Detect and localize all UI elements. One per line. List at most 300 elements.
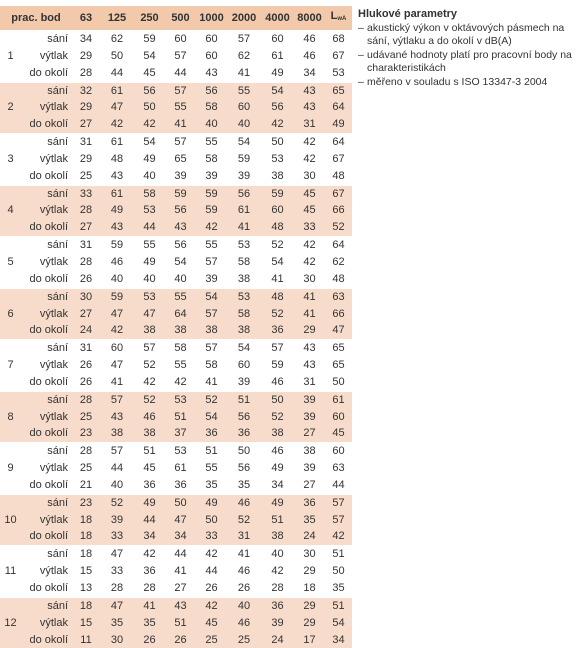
table-row: [0, 254, 352, 271]
table-row: [0, 134, 352, 151]
value-cell: 44: [110, 462, 124, 475]
value-cell: 56: [134, 82, 165, 99]
value-cell: 57: [261, 340, 294, 357]
value-cell: 41: [294, 288, 325, 305]
lwa-cell: 45: [325, 425, 352, 442]
value-cell: 13: [79, 582, 93, 594]
table-row: [0, 460, 352, 477]
value-cell: 52: [227, 512, 261, 529]
value-cell: 54: [174, 255, 187, 268]
value-cell: 57: [100, 391, 134, 408]
row-type-label: sání: [21, 288, 72, 305]
value-cell: 55: [227, 82, 261, 99]
note-item: – udávané hodnoty platí pro pracovní body na charakteristikách: [358, 49, 573, 75]
value-cell: 36: [261, 322, 294, 339]
value-cell: 46: [227, 494, 261, 511]
table-row: [0, 580, 352, 597]
value-cell: 28: [72, 391, 100, 408]
table-row: [0, 357, 352, 374]
row-type-label: sání: [21, 391, 72, 408]
value-cell: 24: [261, 632, 294, 648]
value-cell: 41: [174, 565, 187, 578]
value-cell: 25: [196, 632, 227, 648]
value-cell: 46: [134, 409, 165, 426]
notes-panel: [358, 8, 573, 90]
value-cell: 49: [143, 255, 156, 268]
value-cell: 42: [196, 597, 227, 614]
value-cell: 45: [143, 462, 156, 475]
table-row: [0, 374, 352, 391]
value-cell: 41: [205, 375, 218, 388]
value-cell: 31: [227, 528, 261, 545]
value-cell: 18: [72, 597, 100, 614]
row-type-label: výtlak: [39, 565, 68, 578]
value-cell: 39: [294, 409, 325, 426]
value-cell: 41: [110, 375, 124, 388]
value-cell: 56: [196, 82, 227, 99]
value-cell: 29: [303, 565, 316, 578]
value-cell: 53: [134, 288, 165, 305]
value-cell: 52: [143, 359, 156, 372]
value-cell: 35: [134, 615, 165, 632]
table-row: [0, 271, 352, 288]
value-cell: 42: [134, 116, 165, 133]
row-type-label: výtlak: [21, 99, 72, 116]
value-cell: 49: [196, 494, 227, 511]
value-cell: 38: [134, 425, 165, 442]
value-cell: 42: [196, 546, 227, 563]
value-cell: 48: [261, 288, 294, 305]
value-cell: 23: [72, 494, 100, 511]
bod-number: [0, 288, 21, 305]
lwa-cell: 68: [325, 31, 352, 48]
bod-number: [0, 425, 21, 442]
value-cell: 61: [227, 202, 261, 219]
value-cell: 33: [72, 185, 100, 202]
value-cell: 40: [227, 116, 261, 133]
row-type-label: do okolí: [21, 528, 72, 545]
value-cell: 51: [134, 443, 165, 460]
lwa-cell: 48: [332, 169, 345, 182]
value-cell: 25: [79, 169, 93, 182]
table-row: [0, 219, 352, 236]
value-cell: 33: [100, 528, 134, 545]
row-type-label: do okolí: [29, 375, 68, 388]
value-cell: 60: [100, 340, 134, 357]
header-freq-1000: 1000: [196, 6, 227, 31]
value-cell: 38: [196, 322, 227, 339]
value-cell: 36: [196, 425, 227, 442]
value-cell: 62: [237, 49, 251, 62]
value-cell: 35: [294, 512, 325, 529]
value-cell: 25: [79, 462, 93, 475]
row-type-label: do okolí: [21, 219, 72, 236]
value-cell: 58: [134, 185, 165, 202]
value-cell: 50: [196, 512, 227, 529]
value-cell: 51: [261, 512, 294, 529]
noise-table: [0, 6, 352, 648]
value-cell: 61: [174, 462, 187, 475]
row-type-label: sání: [21, 597, 72, 614]
row-type-label: do okolí: [21, 632, 72, 648]
value-cell: 49: [271, 462, 284, 475]
value-cell: 52: [261, 306, 294, 323]
bod-number: [0, 168, 21, 185]
value-cell: 39: [237, 375, 251, 388]
value-cell: 43: [205, 66, 218, 79]
bod-number: [0, 322, 21, 339]
value-cell: 42: [100, 322, 134, 339]
row-type-label: výtlak: [39, 359, 68, 372]
lwa-cell: 54: [325, 615, 352, 632]
bod-number: [0, 580, 21, 597]
value-cell: 34: [303, 66, 316, 79]
value-cell: 61: [100, 185, 134, 202]
row-type-label: sání: [21, 134, 72, 151]
lwa-cell: 52: [325, 219, 352, 236]
bod-number: [0, 340, 21, 357]
value-cell: 26: [205, 582, 218, 594]
header-freq-8000: 8000: [294, 6, 325, 31]
bod-number: 5: [7, 255, 14, 268]
row-type-label: výtlak: [21, 306, 72, 323]
bod-number: [0, 494, 21, 511]
table-row: [0, 202, 352, 219]
value-cell: 27: [72, 219, 100, 236]
value-cell: 61: [100, 134, 134, 151]
table-row: [0, 48, 352, 65]
value-cell: 35: [100, 615, 134, 632]
bod-number: [0, 237, 21, 254]
value-cell: 58: [205, 359, 218, 372]
value-cell: 45: [294, 202, 325, 219]
value-cell: 43: [294, 99, 325, 116]
value-cell: 57: [165, 134, 196, 151]
value-cell: 60: [237, 359, 251, 372]
row-type-label: do okolí: [21, 322, 72, 339]
value-cell: 52: [261, 237, 294, 254]
bod-number: 1: [7, 49, 14, 62]
value-cell: 53: [165, 443, 196, 460]
value-cell: 30: [72, 288, 100, 305]
bod-number: 11: [4, 565, 17, 578]
lwa-cell: 67: [332, 152, 345, 165]
value-cell: 34: [271, 478, 284, 491]
value-cell: 48: [261, 219, 294, 236]
bod-number: [0, 82, 21, 99]
lwa-cell: 67: [325, 185, 352, 202]
value-cell: 42: [143, 375, 156, 388]
value-cell: 26: [79, 375, 93, 388]
value-cell: 45: [143, 66, 156, 79]
table-row: [0, 409, 352, 426]
value-cell: 43: [294, 340, 325, 357]
value-cell: 59: [261, 185, 294, 202]
value-cell: 44: [174, 66, 187, 79]
value-cell: 38: [227, 322, 261, 339]
value-cell: 34: [165, 528, 196, 545]
lwa-cell: 49: [325, 116, 352, 133]
value-cell: 43: [303, 359, 316, 372]
value-cell: 45: [196, 615, 227, 632]
value-cell: 36: [143, 478, 156, 491]
lwa-cell: 67: [332, 49, 345, 62]
value-cell: 49: [261, 494, 294, 511]
value-cell: 47: [100, 546, 134, 563]
value-cell: 41: [237, 66, 251, 79]
value-cell: 44: [134, 512, 165, 529]
value-cell: 29: [79, 152, 93, 165]
value-cell: 25: [72, 409, 100, 426]
value-cell: 60: [261, 202, 294, 219]
value-cell: 28: [143, 582, 156, 594]
table-row: [0, 563, 352, 580]
lwa-cell: 62: [332, 255, 345, 268]
value-cell: 59: [165, 185, 196, 202]
value-cell: 11: [72, 632, 100, 648]
value-cell: 60: [205, 49, 218, 62]
value-cell: 31: [303, 375, 316, 388]
lwa-cell: 66: [325, 306, 352, 323]
value-cell: 40: [196, 116, 227, 133]
value-cell: 55: [165, 288, 196, 305]
value-cell: 53: [227, 237, 261, 254]
header-freq-125: 125: [100, 6, 134, 31]
value-cell: 46: [110, 255, 124, 268]
lwa-cell: 50: [332, 375, 345, 388]
header-freq-63: 63: [72, 6, 100, 31]
value-cell: 54: [196, 288, 227, 305]
table-row: [0, 31, 352, 48]
value-cell: 59: [196, 202, 227, 219]
value-cell: 55: [196, 237, 227, 254]
value-cell: 40: [174, 272, 187, 285]
row-type-label: výtlak: [39, 255, 68, 268]
value-cell: 27: [72, 116, 100, 133]
value-cell: 42: [303, 152, 316, 165]
table-row: [0, 65, 352, 82]
value-cell: 61: [271, 49, 284, 62]
notes-title: Hlukové parametry: [358, 8, 458, 20]
header-freq-4000: 4000: [261, 6, 294, 31]
value-cell: 30: [303, 272, 316, 285]
row-type-label: výtlak: [21, 512, 72, 529]
value-cell: 27: [303, 478, 316, 491]
value-cell: 43: [100, 409, 134, 426]
value-cell: 24: [72, 322, 100, 339]
value-cell: 38: [261, 425, 294, 442]
value-cell: 36: [227, 425, 261, 442]
value-cell: 55: [134, 237, 165, 254]
bod-number: [0, 219, 21, 236]
value-cell: 28: [79, 66, 93, 79]
value-cell: 36: [261, 597, 294, 614]
bod-number: 10: [0, 512, 21, 529]
value-cell: 35: [205, 478, 218, 491]
bod-number: 3: [7, 152, 14, 165]
value-cell: 40: [227, 597, 261, 614]
value-cell: 41: [271, 272, 284, 285]
value-cell: 46: [294, 31, 325, 48]
lwa-cell: 44: [332, 478, 345, 491]
header-freq-500: 500: [165, 6, 196, 31]
value-cell: 38: [134, 322, 165, 339]
header-lwa-sub: wA: [337, 16, 347, 22]
value-cell: 49: [143, 152, 156, 165]
row-type-label: sání: [21, 340, 72, 357]
bod-number: [0, 271, 21, 288]
row-type-label: do okolí: [29, 169, 68, 182]
value-cell: 56: [237, 462, 251, 475]
value-cell: 28: [72, 443, 100, 460]
value-cell: 52: [261, 409, 294, 426]
value-cell: 30: [294, 546, 325, 563]
value-cell: 58: [227, 306, 261, 323]
value-cell: 39: [261, 615, 294, 632]
table-row: [0, 546, 352, 563]
value-cell: 42: [174, 375, 187, 388]
row-type-label: do okolí: [29, 66, 68, 79]
lwa-cell: 34: [325, 632, 352, 648]
bod-number: 7: [7, 359, 14, 372]
row-type-label: výtlak: [21, 409, 72, 426]
value-cell: 29: [294, 615, 325, 632]
value-cell: 40: [143, 169, 156, 182]
value-cell: 31: [72, 237, 100, 254]
value-cell: 55: [196, 134, 227, 151]
value-cell: 26: [79, 272, 93, 285]
row-type-label: výtlak: [39, 152, 68, 165]
value-cell: 30: [100, 632, 134, 648]
value-cell: 33: [110, 565, 124, 578]
lwa-cell: 63: [332, 462, 345, 475]
value-cell: 41: [227, 546, 261, 563]
value-cell: 59: [134, 31, 165, 48]
value-cell: 42: [196, 219, 227, 236]
value-cell: 29: [72, 99, 100, 116]
lwa-cell: 65: [325, 82, 352, 99]
table-body: [0, 31, 352, 648]
table-row: [0, 151, 352, 168]
value-cell: 50: [134, 99, 165, 116]
value-cell: 57: [196, 306, 227, 323]
value-cell: 42: [261, 116, 294, 133]
table-row: [0, 322, 352, 339]
table-row: [0, 528, 352, 545]
value-cell: 47: [165, 512, 196, 529]
value-cell: 50: [261, 134, 294, 151]
value-cell: 49: [100, 202, 134, 219]
table-row: [0, 443, 352, 460]
value-cell: 55: [174, 359, 187, 372]
value-cell: 59: [100, 237, 134, 254]
value-cell: 49: [134, 494, 165, 511]
bod-number: [0, 116, 21, 133]
value-cell: 60: [196, 31, 227, 48]
table-row: [0, 477, 352, 494]
value-cell: 54: [261, 82, 294, 99]
lwa-cell: 35: [332, 582, 345, 594]
value-cell: 57: [134, 340, 165, 357]
lwa-cell: 53: [332, 66, 345, 79]
value-cell: 39: [100, 512, 134, 529]
value-cell: 15: [72, 615, 100, 632]
value-cell: 57: [196, 340, 227, 357]
lwa-cell: 51: [325, 597, 352, 614]
value-cell: 40: [143, 272, 156, 285]
header-freq-250: 250: [134, 6, 165, 31]
value-cell: 43: [110, 169, 124, 182]
value-cell: 44: [110, 66, 124, 79]
value-cell: 32: [72, 82, 100, 99]
value-cell: 38: [271, 169, 284, 182]
bod-number: [0, 185, 21, 202]
value-cell: 46: [237, 565, 251, 578]
row-type-label: do okolí: [29, 582, 68, 594]
value-cell: 34: [134, 528, 165, 545]
value-cell: 55: [165, 99, 196, 116]
header-lwa-main: L: [330, 10, 338, 22]
value-cell: 54: [227, 340, 261, 357]
table-header-row: [0, 6, 352, 31]
value-cell: 51: [196, 443, 227, 460]
value-cell: 58: [165, 340, 196, 357]
value-cell: 41: [134, 597, 165, 614]
value-cell: 27: [294, 425, 325, 442]
value-cell: 57: [174, 49, 187, 62]
value-cell: 57: [165, 82, 196, 99]
row-type-label: do okolí: [29, 272, 68, 285]
value-cell: 28: [72, 202, 100, 219]
table-row: [0, 425, 352, 442]
table-row: [0, 288, 352, 305]
value-cell: 59: [271, 359, 284, 372]
table-row: [0, 391, 352, 408]
value-cell: 60: [261, 31, 294, 48]
value-cell: 18: [72, 528, 100, 545]
value-cell: 45: [294, 185, 325, 202]
note-item: – měřeno v souladu s ISO 13347-3 2004: [358, 76, 573, 89]
value-cell: 56: [165, 237, 196, 254]
value-cell: 31: [294, 116, 325, 133]
value-cell: 40: [110, 272, 124, 285]
value-cell: 37: [165, 425, 196, 442]
value-cell: 40: [110, 478, 124, 491]
value-cell: 41: [165, 116, 196, 133]
value-cell: 38: [294, 443, 325, 460]
value-cell: 59: [100, 288, 134, 305]
value-cell: 60: [165, 31, 196, 48]
row-type-label: sání: [21, 31, 72, 48]
value-cell: 39: [174, 169, 187, 182]
value-cell: 27: [174, 582, 187, 594]
bod-number: [0, 31, 21, 48]
value-cell: 44: [165, 546, 196, 563]
value-cell: 43: [165, 597, 196, 614]
value-cell: 28: [271, 582, 284, 594]
bod-number: 9: [7, 462, 14, 475]
value-cell: 26: [79, 359, 93, 372]
value-cell: 60: [227, 99, 261, 116]
value-cell: 18: [303, 582, 316, 594]
value-cell: 26: [134, 632, 165, 648]
value-cell: 54: [196, 409, 227, 426]
value-cell: 46: [271, 375, 284, 388]
value-cell: 18: [72, 512, 100, 529]
value-cell: 39: [303, 462, 316, 475]
bod-number: [0, 528, 21, 545]
value-cell: 51: [165, 409, 196, 426]
